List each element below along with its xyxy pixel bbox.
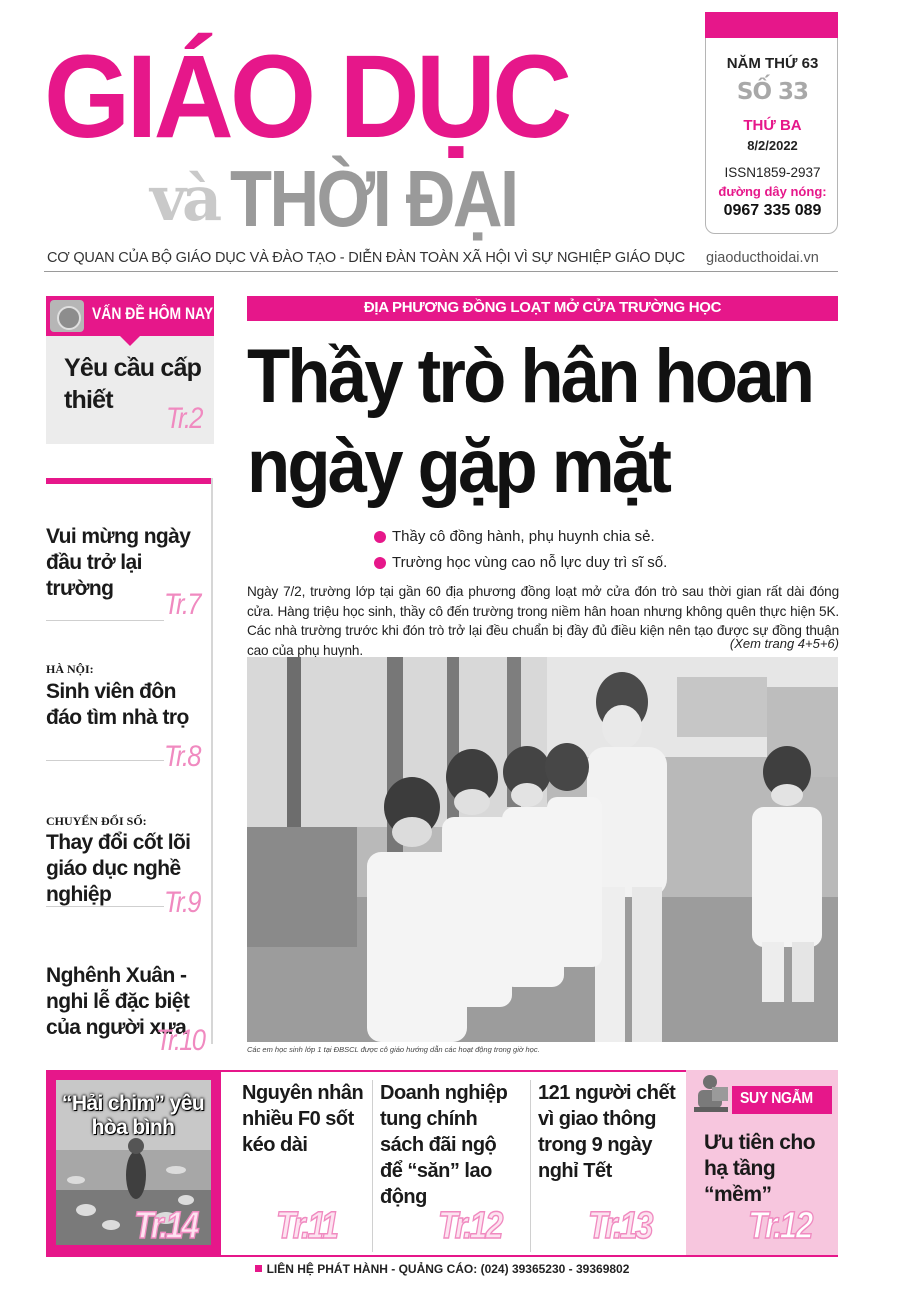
issue-year: NĂM THỨ 63 <box>726 55 819 72</box>
story-separator <box>46 906 164 907</box>
reader-icon <box>692 1073 732 1115</box>
masthead-title: GIÁO DỤC <box>44 31 569 163</box>
headline-line-1: Thầy trò hân hoan <box>247 334 813 419</box>
left-story-title[interactable]: Thay đổi cốt lõi giáo dục nghề nghiệp <box>46 831 191 906</box>
bottom-story-title: Nguyên nhân nhiều F0 sốt kéo dài <box>242 1082 364 1156</box>
headline-line-2: ngày gặp mặt <box>247 424 670 509</box>
lead-photo <box>247 657 838 1042</box>
footer-bullet-icon <box>255 1265 262 1272</box>
column-divider <box>372 1080 373 1252</box>
issue-number: SỐ 33 <box>736 79 809 105</box>
left-story-page[interactable]: Tr.9 <box>164 886 200 919</box>
bottom-story-title: Doanh nghiệp tung chính sách đãi ngộ để “săn” lao động <box>380 1082 508 1208</box>
lead-bullet: Trường học vùng cao nỗ lực duy trì sĩ số. <box>392 554 668 571</box>
lead-headline[interactable] <box>247 332 813 512</box>
footer-contact <box>46 1262 838 1276</box>
van-de-label: VẤN ĐỀ HÔM NAY <box>92 304 214 323</box>
left-story-kicker: HÀ NỘI: <box>46 662 94 676</box>
lead-kicker: ĐỊA PHƯƠNG ĐỒNG LOẠT MỞ CỬA TRƯỜNG HỌC <box>363 299 722 316</box>
hai-chim-page[interactable]: Tr.14 <box>134 1205 197 1247</box>
see-pages-link[interactable]: (Xem trang 4+5+6) <box>729 636 839 651</box>
masthead-subtitle-va: và <box>150 162 219 235</box>
left-story-page[interactable]: Tr.10 <box>156 1024 205 1057</box>
issue-issn: ISSN1859-2937 <box>724 165 821 180</box>
lead-bullet: Thầy cô đồng hành, phụ huynh chia sẻ. <box>392 528 655 545</box>
masthead-subtitle: THỜI ĐẠI <box>230 154 517 243</box>
footer-rule <box>46 1255 838 1257</box>
van-de-page[interactable]: Tr.2 <box>166 402 202 435</box>
left-column-border <box>211 478 213 1044</box>
photo-caption: Các em học sinh lớp 1 tại ĐBSCL được cô giáo hướng dẫn các hoạt động trong giờ học. <box>247 1045 540 1054</box>
suy-ngam-title[interactable]: Ưu tiên cho hạ tầng “mềm” <box>704 1131 816 1206</box>
van-de-notch <box>120 336 140 346</box>
globe-icon <box>50 300 84 332</box>
left-column-rule <box>46 478 213 484</box>
van-de-title[interactable]: Yêu cầu cấp thiết <box>64 354 202 414</box>
website-link[interactable]: giaoducthoidai.vn <box>706 250 819 266</box>
story-separator <box>46 760 164 761</box>
issue-date: 8/2/2022 <box>747 138 798 153</box>
issue-weekday: THỨ BA <box>743 117 802 134</box>
bottom-story-page[interactable]: Tr.13 <box>588 1205 651 1247</box>
bottom-story-page[interactable]: Tr.12 <box>438 1205 501 1247</box>
issue-info-box <box>705 12 838 234</box>
hotline-label: đường dây nóng: <box>718 184 827 199</box>
left-story-page[interactable]: Tr.7 <box>164 588 200 621</box>
bottom-story-title: 121 người chết vì giao thông trong 9 ngày nghỉ Tết <box>538 1082 676 1182</box>
footer-text: LIÊN HỆ PHÁT HÀNH - QUẢNG CÁO: (024) 39365230 - 39369802 <box>266 1262 630 1276</box>
hai-chim-title[interactable]: “Hải chim” yêu hòa bình <box>61 1092 205 1139</box>
issue-box-bar <box>705 12 838 38</box>
left-story-title[interactable]: Vui mừng ngày đầu trở lại trường <box>46 525 191 600</box>
left-story-title[interactable]: Nghênh Xuân - nghi lễ đặc biệt của người xưa <box>46 964 190 1039</box>
left-story-kicker: CHUYỂN ĐỔI SỐ: <box>46 814 147 828</box>
suy-ngam-page[interactable]: Tr.12 <box>748 1205 811 1247</box>
masthead-tagline: CƠ QUAN CỦA BỘ GIÁO DỤC VÀ ĐÀO TẠO - DIỄN ĐÀN TOÀN XÃ HỘI VÌ SỰ NGHIỆP GIÁO DỤC <box>47 250 686 266</box>
bottom-story-page[interactable]: Tr.11 <box>276 1205 337 1247</box>
lead-photo-illustration <box>247 657 838 1042</box>
masthead-divider <box>44 271 838 272</box>
suy-ngam-label: SUY NGẪM <box>740 1090 813 1107</box>
column-divider <box>530 1080 531 1252</box>
lead-body: Ngày 7/2, trường lớp tại gần 60 địa phương đồng loạt mở cửa đón trò sau thời gian rất dài đóng cửa. Hàng triệu học sinh, thầy cô đến trường trong niềm hân hoan nhưng không quên thực hiện 5K. Các nhà trường trước khi đón trò trở lại đều chuẩn bị đầy đủ điều kiện nên tạo được sự đồng thuận cao của phụ huynh. <box>247 584 839 658</box>
left-story-title[interactable]: Sinh viên đôn đáo tìm nhà trọ <box>46 680 189 729</box>
left-story-page[interactable]: Tr.8 <box>164 740 200 773</box>
hotline-number[interactable]: 0967 335 089 <box>723 202 822 219</box>
story-separator <box>46 620 164 621</box>
